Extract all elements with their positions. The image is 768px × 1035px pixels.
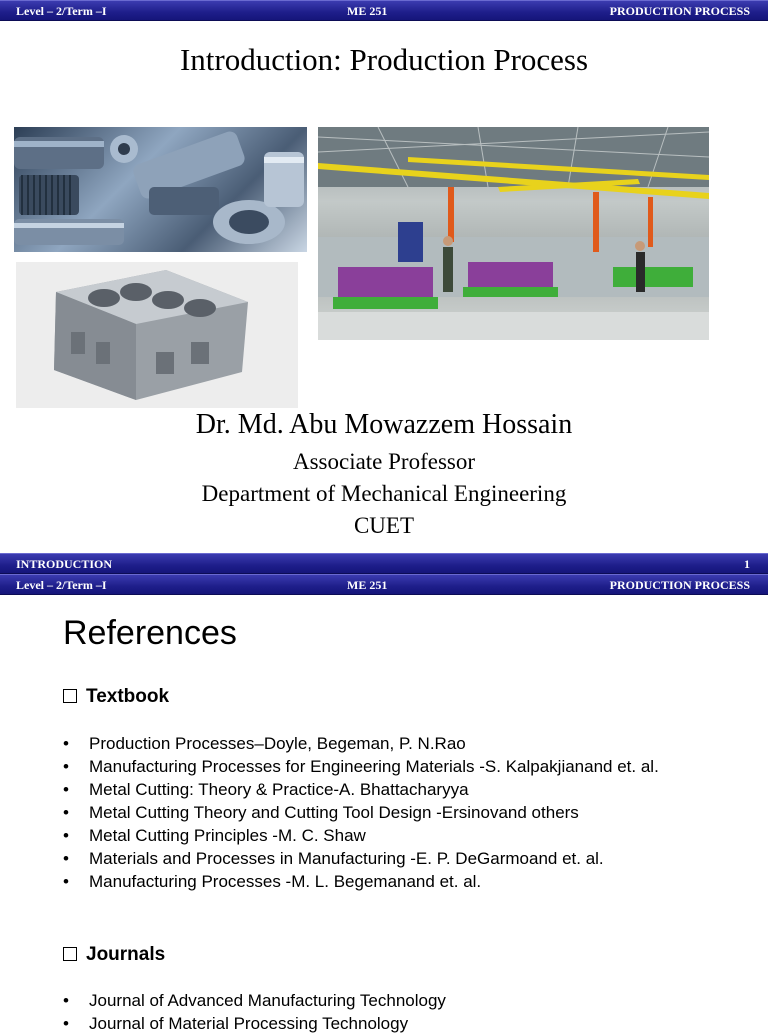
author-department: Department of Mechanical Engineering [201, 481, 567, 506]
journals-heading [63, 944, 165, 966]
author-position: Associate Professor [292, 449, 476, 474]
list-item: • Manufacturing Processes for Engineering Materials -S. Kalpakjianand et. al. [63, 755, 723, 778]
machined-parts-illustration [14, 127, 307, 252]
author-institution: CUET [353, 513, 415, 538]
header-level: Level – 2/Term –I [16, 4, 107, 18]
list-item: • Manufacturing Processes -M. L. Begemanand et. al. [63, 870, 723, 893]
page-number: 1 [744, 557, 750, 571]
slide2-header-bar [0, 574, 768, 595]
journals-list [63, 989, 723, 1035]
header-course: ME 251 [347, 4, 388, 18]
textbook-heading-label: Textbook [86, 686, 170, 707]
author-name: Dr. Md. Abu Mowazzem Hossain [195, 409, 573, 440]
textbook-heading [63, 686, 169, 708]
list-item: • Metal Cutting Theory and Cutting Tool Design -Ersinovand others [63, 801, 723, 824]
journals-heading-label: Journals [86, 944, 166, 965]
list-item: • Journal of Material Processing Technology [63, 1012, 723, 1035]
slide1-header-bar [0, 0, 768, 21]
header-course: ME 251 [347, 578, 388, 592]
textbook-list [63, 732, 723, 893]
slide1-title: Introduction: Production Process [179, 42, 589, 77]
factory-illustration [318, 127, 709, 340]
list-item: • Production Processes–Doyle, Begeman, P. N.Rao [63, 732, 723, 755]
list-item: • Materials and Processes in Manufacturing -E. P. DeGarmoand et. al. [63, 847, 723, 870]
references-title: References [63, 614, 237, 652]
footer-section: INTRODUCTION [16, 557, 113, 571]
list-item: • Journal of Advanced Manufacturing Technology [63, 989, 723, 1012]
checkbox-bullet-icon [63, 947, 77, 961]
header-subject: PRODUCTION PROCESS [609, 578, 750, 592]
header-subject: PRODUCTION PROCESS [609, 4, 750, 18]
slide1-footer-bar [0, 553, 768, 574]
engine-block-photo [16, 262, 298, 408]
engine-block-illustration [16, 262, 298, 408]
factory-assembly-line-photo [318, 127, 709, 340]
list-item: • Metal Cutting: Theory & Practice-A. Bhattacharyya [63, 778, 723, 801]
list-item: • Metal Cutting Principles -M. C. Shaw [63, 824, 723, 847]
machined-parts-photo [14, 127, 307, 252]
checkbox-bullet-icon [63, 689, 77, 703]
header-level: Level – 2/Term –I [16, 578, 107, 592]
